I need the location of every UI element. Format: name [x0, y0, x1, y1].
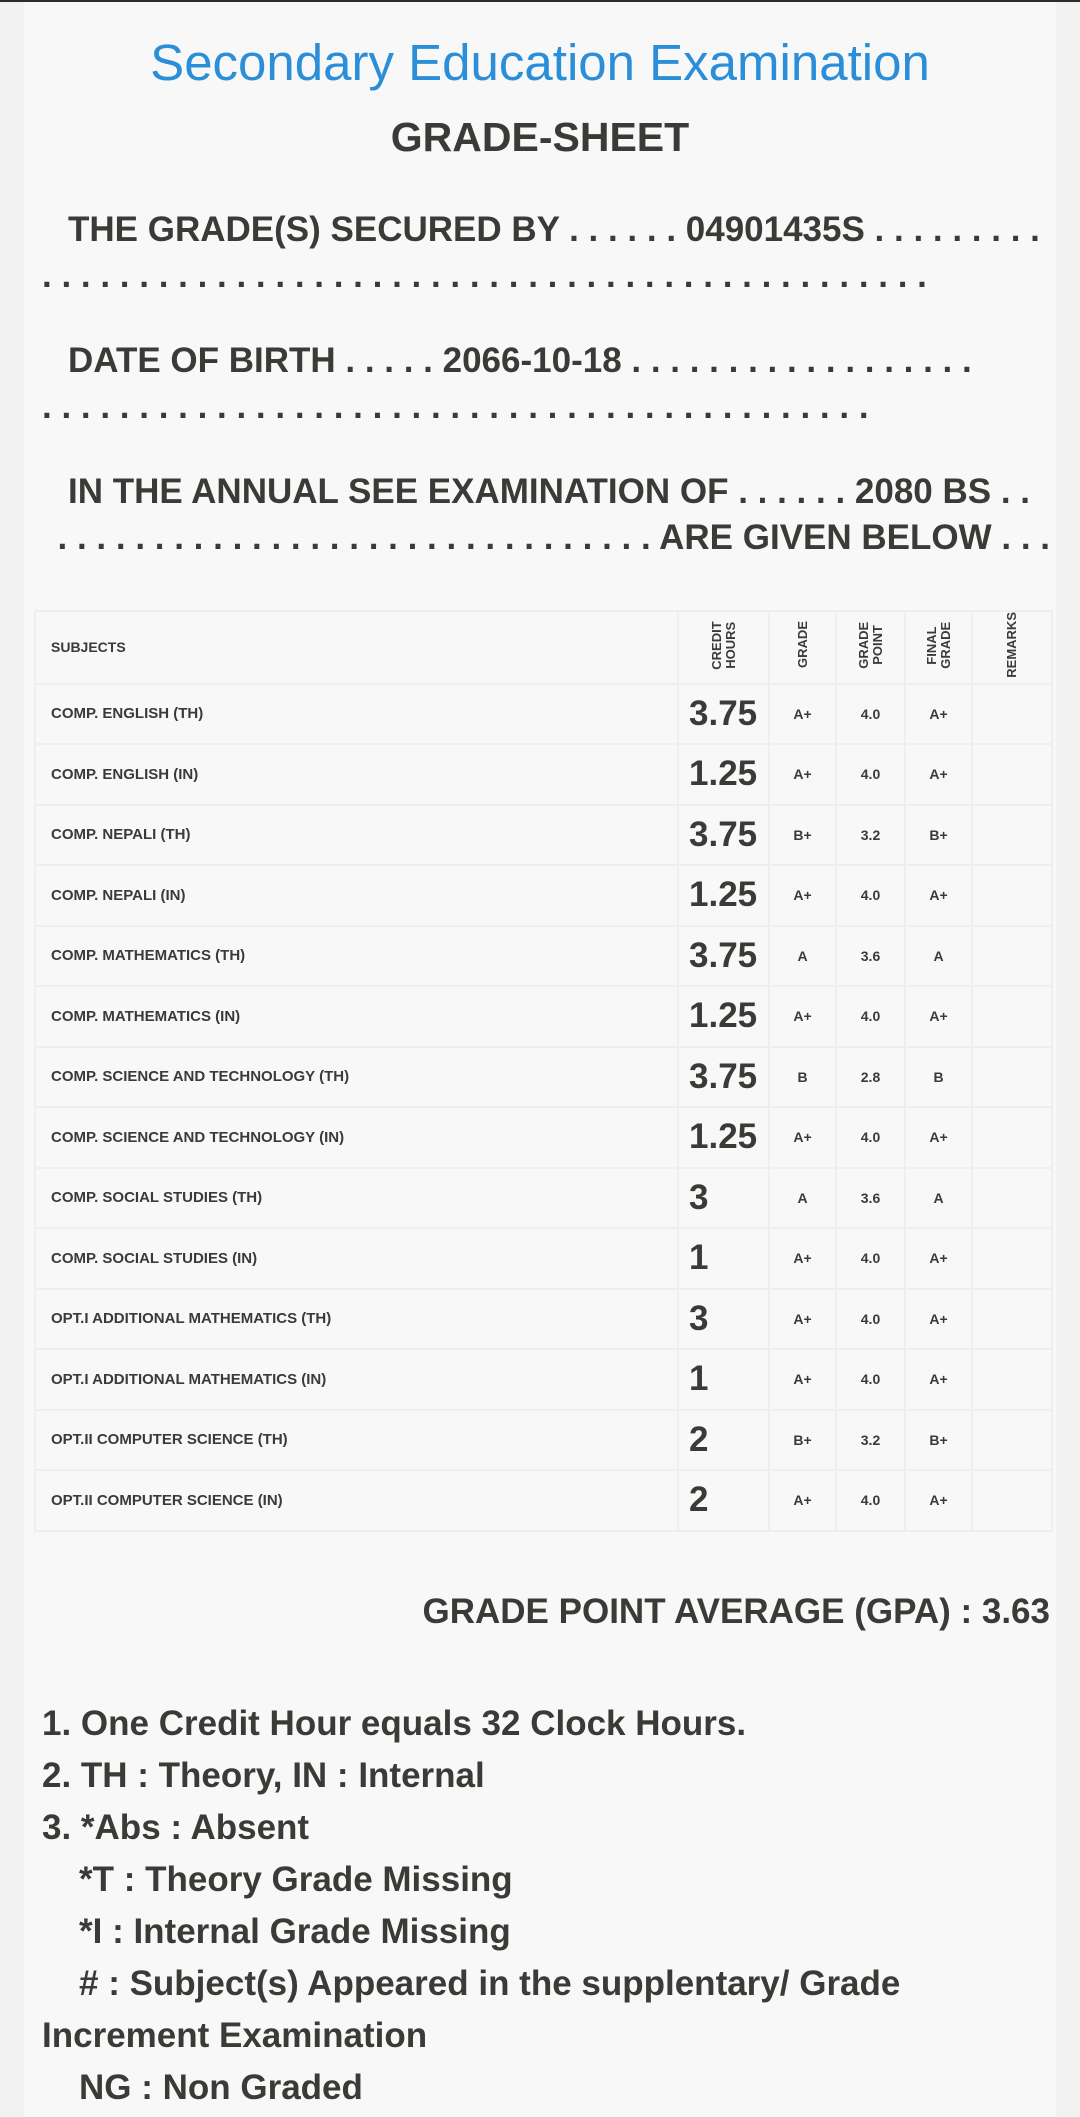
grade-cell: B [769, 1047, 836, 1108]
subject-cell: COMP. MATHEMATICS (IN) [35, 986, 678, 1047]
grade-point-cell: 4.0 [836, 744, 905, 805]
final-grade-cell: A+ [905, 1289, 972, 1350]
grade-point-cell: 4.0 [836, 1107, 905, 1168]
exam-year-block [42, 469, 1058, 561]
table-row [35, 1410, 1052, 1471]
remarks-cell [972, 1410, 1052, 1471]
credit-hours-cell: 3 [678, 1289, 769, 1350]
grade-cell: A+ [769, 986, 836, 1047]
grade-cell: B+ [769, 805, 836, 866]
grade-point-cell: 4.0 [836, 986, 905, 1047]
secured-by-dots: . . . . . . . . . . . . . . . . . . . . . . . . . . . . . . . . . . . . . . . . . . . . . . [42, 256, 927, 295]
credit-hours-cell: 1 [678, 1349, 769, 1410]
final-grade-cell: B+ [905, 1410, 972, 1471]
final-grade-cell: A+ [905, 1228, 972, 1289]
grade-point-cell: 3.2 [836, 1410, 905, 1471]
grade-cell: A+ [769, 744, 836, 805]
table-row [35, 1047, 1052, 1108]
grade-point-cell: 2.8 [836, 1047, 905, 1108]
credit-hours-cell: 3.75 [678, 805, 769, 866]
final-grade-cell: A [905, 926, 972, 987]
final-grade-cell: B+ [905, 805, 972, 866]
dob-dots: . . . . . . . . . . . . . . . . . . . . . . . . . . . . . . . . . . . . . . . . . . . [42, 387, 869, 426]
subject-cell: OPT.II COMPUTER SCIENCE (IN) [35, 1470, 678, 1531]
table-header-row [35, 611, 1052, 684]
remarks-cell [972, 1047, 1052, 1108]
note-absent: 3. *Abs : Absent [42, 1808, 310, 1847]
remarks-cell [972, 1349, 1052, 1410]
remarks-cell [972, 1168, 1052, 1229]
subject-cell: COMP. ENGLISH (TH) [35, 684, 678, 745]
table-row [35, 744, 1052, 805]
grade-cell: A+ [769, 1349, 836, 1410]
grade-point-cell: 3.2 [836, 805, 905, 866]
remarks-cell [972, 684, 1052, 745]
final-grade-cell: A+ [905, 865, 972, 926]
grade-cell: A [769, 926, 836, 987]
given-below-line: . . . . . . . . . . . . . . . . . . . . . . . . . . . . . . . ARE GIVEN BELOW . . . [57, 518, 1050, 557]
table-row [35, 986, 1052, 1047]
remarks-cell [972, 865, 1052, 926]
table-row [35, 1107, 1052, 1168]
credit-hours-cell: 1.25 [678, 1107, 769, 1168]
header-credit-hours: CREDIT HOURS [678, 611, 769, 684]
grade-point-cell: 4.0 [836, 1470, 905, 1531]
table-row [35, 684, 1052, 745]
note-supplementary: # : Subject(s) Appeared in the supplentary/ Grade [79, 1964, 901, 2003]
credit-hours-cell: 1.25 [678, 986, 769, 1047]
grade-point-cell: 4.0 [836, 1349, 905, 1410]
table-row [35, 865, 1052, 926]
grade-point-cell: 3.6 [836, 1168, 905, 1229]
subject-cell: COMP. NEPALI (TH) [35, 805, 678, 866]
header-remarks: REMARKS [972, 611, 1052, 684]
final-grade-cell: A+ [905, 684, 972, 745]
table-row [35, 1228, 1052, 1289]
grade-sheet [24, 2, 1056, 2117]
header-final-grade: FINAL GRADE [905, 611, 972, 684]
header-grade-point: GRADE POINT [836, 611, 905, 684]
gpa-summary: GRADE POINT AVERAGE (GPA) : 3.63 [422, 1592, 1050, 1631]
table-row [35, 1349, 1052, 1410]
grade-cell: B+ [769, 1410, 836, 1471]
credit-hours-cell: 3.75 [678, 1047, 769, 1108]
subject-cell: OPT.II COMPUTER SCIENCE (TH) [35, 1410, 678, 1471]
remarks-cell [972, 1228, 1052, 1289]
header-subjects: SUBJECTS [35, 611, 678, 684]
credit-hours-cell: 1 [678, 1228, 769, 1289]
grade-point-cell: 4.0 [836, 865, 905, 926]
subject-cell: COMP. MATHEMATICS (TH) [35, 926, 678, 987]
table-row [35, 926, 1052, 987]
remarks-cell [972, 805, 1052, 866]
subject-cell: COMP. ENGLISH (IN) [35, 744, 678, 805]
secured-by-line: THE GRADE(S) SECURED BY . . . . . . 04901435S . . . . . . . . . [68, 210, 1040, 249]
table-row [35, 805, 1052, 866]
table-row [35, 1168, 1052, 1229]
grade-cell: A+ [769, 1107, 836, 1168]
note-credit-hour: 1. One Credit Hour equals 32 Clock Hours. [42, 1704, 747, 1743]
remarks-cell [972, 986, 1052, 1047]
final-grade-cell: A+ [905, 986, 972, 1047]
subject-cell: OPT.I ADDITIONAL MATHEMATICS (IN) [35, 1349, 678, 1410]
credit-hours-cell: 2 [678, 1410, 769, 1471]
note-internal-missing: *I : Internal Grade Missing [79, 1912, 511, 1951]
grade-cell: A+ [769, 865, 836, 926]
grade-cell: A+ [769, 1470, 836, 1531]
credit-hours-cell: 1.25 [678, 865, 769, 926]
grade-point-cell: 4.0 [836, 684, 905, 745]
grade-point-cell: 3.6 [836, 926, 905, 987]
subject-cell: COMP. NEPALI (IN) [35, 865, 678, 926]
subject-cell: COMP. SCIENCE AND TECHNOLOGY (TH) [35, 1047, 678, 1108]
grade-point-cell: 4.0 [836, 1228, 905, 1289]
note-non-graded: NG : Non Graded [79, 2068, 363, 2107]
remarks-cell [972, 1470, 1052, 1531]
exam-year-line: IN THE ANNUAL SEE EXAMINATION OF . . . . . . 2080 BS . . [68, 472, 1031, 511]
exam-title: Secondary Education Examination [150, 34, 930, 91]
notes-section [42, 1698, 1052, 2114]
grade-cell: A [769, 1168, 836, 1229]
secured-by-block [42, 207, 1058, 299]
remarks-cell [972, 1107, 1052, 1168]
note-theory-missing: *T : Theory Grade Missing [79, 1860, 513, 1899]
remarks-cell [972, 926, 1052, 987]
subject-cell: COMP. SOCIAL STUDIES (IN) [35, 1228, 678, 1289]
grade-point-cell: 4.0 [836, 1289, 905, 1350]
table-row [35, 1289, 1052, 1350]
subject-cell: COMP. SCIENCE AND TECHNOLOGY (IN) [35, 1107, 678, 1168]
note-supplementary-cont: Increment Examination [42, 2016, 428, 2055]
note-th-in: 2. TH : Theory, IN : Internal [42, 1756, 485, 1795]
final-grade-cell: B [905, 1047, 972, 1108]
credit-hours-cell: 2 [678, 1470, 769, 1531]
remarks-cell [972, 1289, 1052, 1350]
grade-sheet-heading: GRADE-SHEET [390, 114, 690, 160]
subject-cell: OPT.I ADDITIONAL MATHEMATICS (TH) [35, 1289, 678, 1350]
credit-hours-cell: 3.75 [678, 684, 769, 745]
final-grade-cell: A+ [905, 744, 972, 805]
subject-cell: COMP. SOCIAL STUDIES (TH) [35, 1168, 678, 1229]
table-row [35, 1470, 1052, 1531]
grade-cell: A+ [769, 1228, 836, 1289]
remarks-cell [972, 744, 1052, 805]
dob-block [42, 338, 1058, 430]
dob-line: DATE OF BIRTH . . . . . 2066-10-18 . . . . . . . . . . . . . . . . . . [68, 341, 972, 380]
final-grade-cell: A [905, 1168, 972, 1229]
grade-cell: A+ [769, 684, 836, 745]
final-grade-cell: A+ [905, 1470, 972, 1531]
header-grade: GRADE [769, 611, 836, 684]
final-grade-cell: A+ [905, 1349, 972, 1410]
credit-hours-cell: 3 [678, 1168, 769, 1229]
grades-table [34, 610, 1053, 1532]
credit-hours-cell: 1.25 [678, 744, 769, 805]
credit-hours-cell: 3.75 [678, 926, 769, 987]
final-grade-cell: A+ [905, 1107, 972, 1168]
grade-cell: A+ [769, 1289, 836, 1350]
